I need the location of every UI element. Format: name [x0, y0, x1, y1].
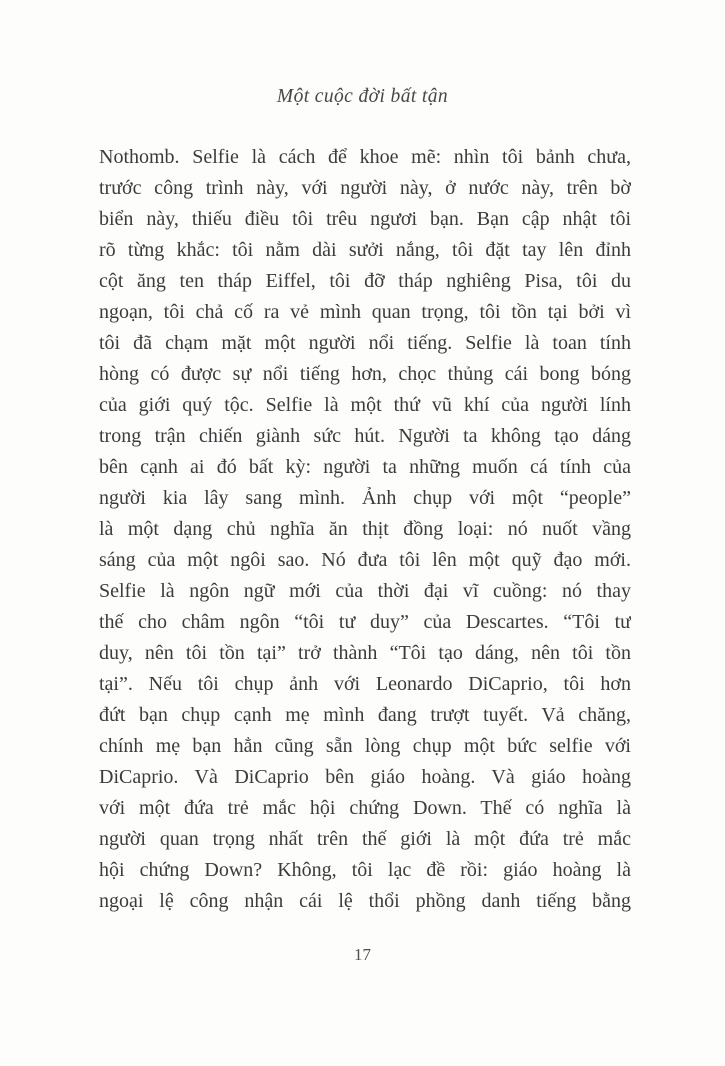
text-line: trước công trình này, với người này, ở nước này, trên bờ [99, 177, 631, 199]
text-line: biển này, thiếu điều tôi trêu ngươi bạn. Bạn cập nhật tôi [99, 208, 631, 230]
text-line: đứt bạn chụp cạnh mẹ mình đang trượt tuyết. Vả chăng, [99, 704, 631, 726]
text-line: sáng của một ngôi sao. Nó đưa tôi lên một quỹ đạo mới. [99, 549, 631, 571]
text-line: người quan trọng nhất trên thế giới là một đứa trẻ mắc [99, 828, 631, 850]
text-line: trong trận chiến giành sức hút. Người ta không tạo dáng [99, 425, 631, 447]
running-header: Một cuộc đời bất tận [276, 86, 449, 107]
text-line: Nothomb. Selfie là cách để khoe mẽ: nhìn tôi bảnh chưa, [99, 146, 631, 168]
text-line: rõ từng khắc: tôi nằm dài sưởi nắng, tôi đặt tay lên đỉnh [99, 239, 631, 261]
text-line: DiCaprio. Và DiCaprio bên giáo hoàng. Và giáo hoàng [99, 766, 631, 788]
text-line: người kia lây sang mình. Ảnh chụp với một “people” [99, 487, 631, 509]
text-line: cột ăng ten tháp Eiffel, tôi đỡ tháp nghiêng Pisa, tôi du [99, 270, 631, 292]
text-line: ngoạn, tôi chả cố ra vẻ mình quan trọng, tôi tồn tại bởi vì [99, 301, 631, 323]
text-line: duy, nên tôi tồn tại” trở thành “Tôi tạo dáng, nên tôi tồn [99, 642, 631, 664]
body-text [99, 142, 631, 917]
text-line: tôi đã chạm mặt một người nổi tiếng. Selfie là toan tính [99, 332, 631, 354]
text-line: chính mẹ bạn hẳn cũng sẵn lòng chụp một bức selfie với [99, 735, 631, 757]
text-line: thế cho châm ngôn “tôi tư duy” của Descartes. “Tôi tư [99, 611, 631, 633]
text-line: hòng có được sự nổi tiếng hơn, chọc thủng cái bong bóng [99, 363, 631, 385]
text-line: ngoại lệ công nhận cái lệ thổi phồng danh tiếng bằng [99, 890, 631, 912]
text-line: bên cạnh ai đó bất kỳ: người ta những muốn cá tính của [99, 456, 631, 478]
text-line: của giới quý tộc. Selfie là một thứ vũ khí của người lính [99, 394, 631, 416]
text-line: với một đứa trẻ mắc hội chứng Down. Thế có nghĩa là [99, 797, 631, 819]
text-line: tại”. Nếu tôi chụp ảnh với Leonardo DiCaprio, tôi hơn [99, 673, 631, 695]
page-number: 17 [354, 945, 371, 964]
text-line: Selfie là ngôn ngữ mới của thời đại vĩ cuồng: nó thay [99, 580, 631, 602]
text-line: hội chứng Down? Không, tôi lạc đề rồi: giáo hoàng là [99, 859, 631, 881]
text-line: là một dạng chủ nghĩa ăn thịt đồng loại: nó nuốt vầng [99, 518, 631, 540]
